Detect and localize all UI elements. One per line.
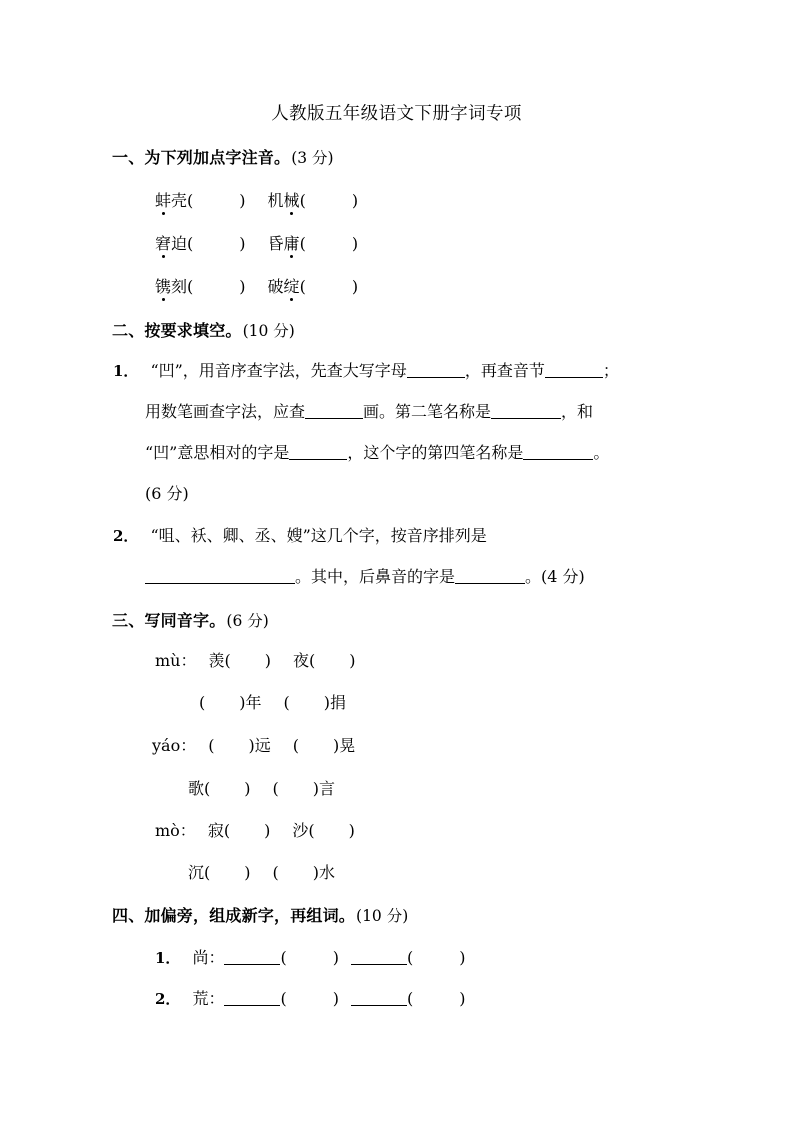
item-number: 2． — [113, 527, 139, 545]
dotted-char: 窘 — [155, 231, 171, 254]
homophone-char: 沉 — [188, 863, 205, 882]
section-2-item-1-line-1 — [113, 358, 619, 381]
pinyin-label-mo: mò： — [155, 821, 196, 840]
base-char: 荒： — [192, 989, 225, 1008]
new-char-blank[interactable] — [224, 1004, 280, 1006]
answer-blank[interactable] — [407, 376, 465, 378]
homophone-char: 水 — [319, 863, 336, 882]
close-paren: ) — [239, 191, 246, 210]
new-char-blank[interactable] — [351, 963, 407, 965]
pinyin-label-mu: mù： — [155, 651, 197, 670]
dotted-char: 械 — [284, 188, 300, 211]
section-1-title: 为下列加点字注音。 — [144, 148, 291, 167]
item-number: 1． — [155, 949, 181, 967]
close-paren: ) — [332, 736, 340, 755]
open-paren: ( — [280, 989, 287, 1008]
answer-blank[interactable] — [491, 417, 561, 419]
pinyin-word-6: 破绽 — [268, 277, 300, 296]
section-4-marker: 四、 — [112, 906, 145, 925]
close-paren: ) — [332, 989, 339, 1008]
close-paren: ) — [459, 948, 466, 967]
item-text: ，这个字的第四笔名称是 — [347, 443, 524, 462]
close-paren: ) — [239, 234, 246, 253]
item-text: 用数笔画查字法，应查 — [145, 402, 306, 421]
open-paren: ( — [280, 948, 287, 967]
open-paren: ( — [204, 779, 211, 798]
homophone-char: 歌 — [188, 779, 205, 798]
item-text: “咀、袄、卿、丞、嫂”这几个字，按音序排列是 — [150, 526, 487, 545]
close-paren: ) — [264, 651, 271, 670]
section-2-item-2-line-2 — [145, 564, 585, 587]
dotted-char: 蚌 — [155, 188, 171, 211]
pinyin-word-1: 蚌壳 — [155, 191, 187, 210]
item-number: 2． — [155, 990, 181, 1008]
section-heading-3 — [112, 608, 269, 631]
homophone-group-yao-row-1 — [152, 733, 355, 756]
item-text: 。 — [593, 443, 610, 462]
close-paren: ) — [459, 989, 466, 1008]
close-paren: ) — [323, 693, 331, 712]
homophone-char: 捐 — [330, 693, 347, 712]
close-paren: ) — [351, 191, 359, 210]
homophone-group-mu-row-1 — [155, 648, 356, 671]
close-paren: ) — [312, 863, 320, 882]
section-1-row-1 — [155, 188, 358, 211]
close-paren: ) — [244, 779, 251, 798]
section-2-item-1-points: (6 分) — [145, 484, 189, 503]
open-paren: ( — [187, 277, 194, 296]
item-text: ，再查音节 — [464, 361, 545, 380]
page-title: 人教版五年级语文下册字词专项 — [271, 104, 522, 124]
section-2-item-2-line-1 — [113, 523, 487, 546]
open-paren: ( — [208, 736, 215, 755]
homophone-group-mo-row-2 — [188, 860, 335, 883]
section-4-points: (10 分) — [356, 907, 409, 925]
open-paren: ( — [309, 651, 316, 670]
section-1-points: (3 分) — [291, 149, 334, 167]
open-paren: ( — [187, 234, 194, 253]
new-char-blank[interactable] — [351, 1004, 407, 1006]
section-4-item-2 — [155, 986, 465, 1009]
pinyin-word-3: 窘迫 — [155, 234, 187, 253]
dotted-char: 绽 — [284, 274, 300, 297]
dotted-char: 镌 — [155, 274, 171, 297]
answer-blank[interactable] — [545, 376, 603, 378]
homophone-char: 寂 — [207, 821, 224, 840]
homophone-group-mu-row-2 — [199, 690, 346, 713]
section-2-points: (10 分) — [242, 322, 295, 340]
open-paren: ( — [187, 191, 194, 210]
item-text: “凹”，用音序查字法，先查大写字母 — [150, 361, 407, 380]
close-paren: ) — [348, 821, 355, 840]
section-heading-1 — [112, 145, 334, 168]
close-paren: ) — [239, 693, 246, 712]
open-paren: ( — [283, 693, 290, 712]
open-paren: ( — [272, 779, 279, 798]
open-paren: ( — [299, 234, 306, 253]
close-paren: ) — [312, 779, 320, 798]
homophone-char: 晃 — [339, 736, 356, 755]
homophone-group-mo-row-1 — [155, 818, 355, 841]
item-text: 。其中，后鼻音的字是 — [295, 567, 456, 586]
answer-blank[interactable] — [455, 582, 525, 584]
dotted-char: 庸 — [284, 231, 300, 254]
section-2-marker: 二、 — [112, 321, 145, 340]
open-paren: ( — [204, 863, 211, 882]
homophone-char: 远 — [254, 736, 271, 755]
section-2-item-1-line-2 — [145, 399, 593, 422]
open-paren: ( — [308, 821, 315, 840]
section-1-row-3 — [155, 274, 358, 297]
section-4-item-1 — [155, 945, 465, 968]
item-text: ，和 — [561, 402, 594, 421]
item-text: 画。第二笔名称是 — [363, 402, 492, 421]
section-heading-2 — [112, 318, 295, 341]
base-char: 尚： — [192, 948, 225, 967]
open-paren: ( — [406, 989, 414, 1008]
section-3-title: 写同音字。 — [144, 611, 226, 630]
homophone-group-yao-row-2 — [188, 776, 335, 799]
section-4-title: 加偏旁，组成新字，再组词。 — [144, 906, 356, 925]
close-paren: ) — [351, 277, 359, 296]
open-paren: ( — [223, 821, 231, 840]
close-paren: ) — [349, 651, 356, 670]
pinyin-word-5: 镌刻 — [155, 277, 187, 296]
close-paren: ) — [351, 234, 359, 253]
answer-blank[interactable] — [305, 417, 363, 419]
item-number: 1． — [113, 362, 139, 380]
homophone-char: 年 — [245, 693, 262, 712]
section-1-row-2 — [155, 231, 358, 254]
close-paren: ) — [248, 736, 255, 755]
close-paren: ) — [244, 863, 251, 882]
section-2-item-1-line-3 — [145, 440, 609, 463]
section-3-points: (6 分) — [226, 612, 269, 630]
section-1-marker: 一、 — [112, 148, 145, 167]
close-paren: ) — [264, 821, 271, 840]
open-paren: ( — [406, 948, 414, 967]
open-paren: ( — [299, 191, 306, 210]
answer-blank[interactable] — [145, 582, 295, 584]
pinyin-word-2: 机械 — [268, 191, 300, 210]
section-heading-4 — [112, 903, 408, 926]
homophone-char: 言 — [319, 779, 336, 798]
homophone-char: 羡 — [208, 651, 225, 670]
open-paren: ( — [224, 651, 231, 670]
item-text: ； — [602, 361, 619, 380]
close-paren: ) — [332, 948, 339, 967]
homophone-char: 沙 — [292, 821, 309, 840]
section-2-title: 按要求填空。 — [144, 321, 242, 340]
new-char-blank[interactable] — [224, 963, 280, 965]
homophone-char: 夜 — [293, 651, 310, 670]
open-paren: ( — [292, 736, 299, 755]
pinyin-word-4: 昏庸 — [268, 234, 300, 253]
pinyin-label-yao: yáo： — [152, 736, 197, 755]
close-paren: ) — [239, 277, 246, 296]
open-paren: ( — [299, 277, 306, 296]
answer-blank[interactable] — [289, 458, 347, 460]
open-paren: ( — [199, 693, 206, 712]
item-text: 。(4 分) — [525, 567, 585, 586]
section-3-marker: 三、 — [112, 611, 145, 630]
answer-blank[interactable] — [523, 458, 593, 460]
open-paren: ( — [272, 863, 279, 882]
item-text: “凹”意思相对的字是 — [145, 443, 290, 462]
